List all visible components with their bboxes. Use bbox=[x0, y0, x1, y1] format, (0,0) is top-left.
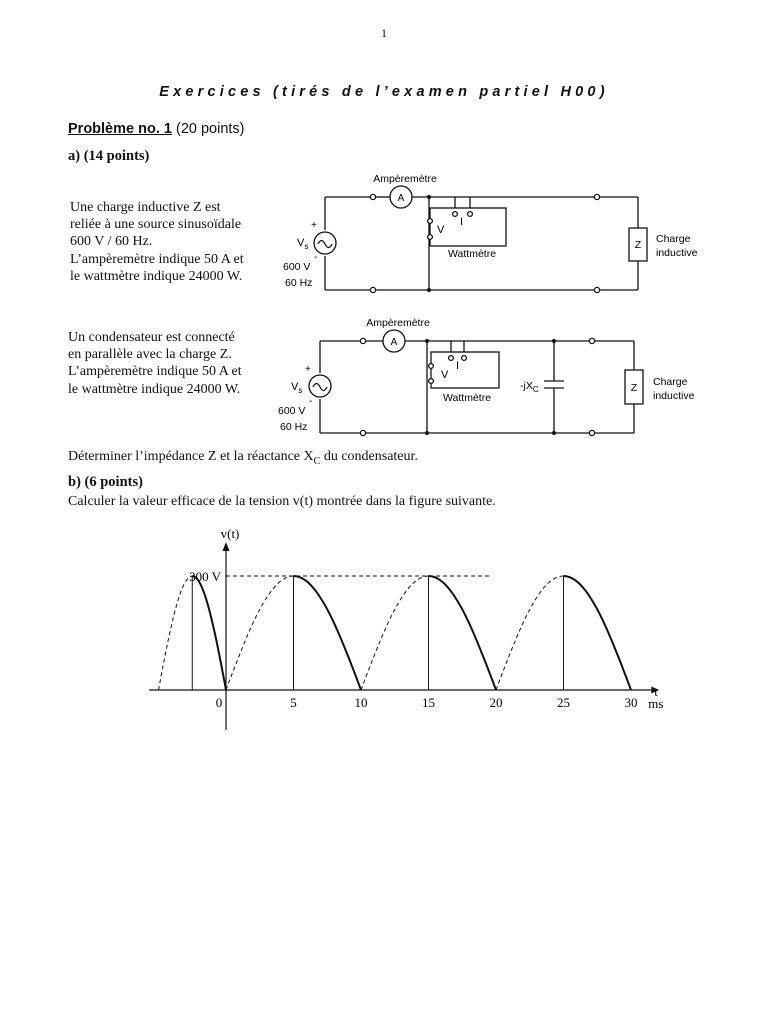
solid-arc-3 bbox=[564, 576, 632, 690]
part-a-heading: a) (14 points) bbox=[68, 148, 150, 164]
source-label-2: $V_s$ bbox=[291, 381, 303, 395]
wattmeter-v-label-2: V bbox=[441, 369, 449, 381]
y-axis-label: v(t) bbox=[220, 526, 240, 541]
x-tick-label: 15 bbox=[422, 695, 435, 710]
solid-arc-2 bbox=[429, 576, 497, 690]
wattmeter-label: Wattmètre bbox=[448, 248, 497, 260]
source-minus-2: - bbox=[309, 396, 313, 407]
circuit-diagram-1 bbox=[270, 168, 710, 300]
x-tick-label: 0 bbox=[215, 695, 223, 710]
x-tick-label: 5 bbox=[290, 695, 297, 710]
source-voltage-2: 600 V bbox=[278, 405, 306, 417]
x-tick-label: 30 bbox=[624, 695, 638, 710]
dashed-arc-2 bbox=[361, 576, 429, 690]
part-b-question: Calculer la valeur efficace de la tension v(t) montrée dans la figure suivante. bbox=[68, 494, 496, 509]
solid-arc-1 bbox=[294, 576, 362, 690]
ammeter-label-2: Ampèremètre bbox=[366, 317, 430, 329]
x-tick-label: 10 bbox=[354, 695, 368, 710]
circuit-diagram-2 bbox=[270, 312, 710, 444]
dashed-arc-1 bbox=[226, 576, 294, 690]
page-number: 1 bbox=[381, 26, 387, 40]
problem-heading bbox=[68, 121, 245, 137]
source-voltage: 600 V bbox=[283, 261, 311, 273]
source-plus-2: + bbox=[305, 364, 311, 375]
wattmeter-label-2: Wattmètre bbox=[443, 392, 492, 404]
load-z-symbol: Z bbox=[634, 239, 642, 251]
x-axis-unit: ms bbox=[648, 696, 664, 711]
ammeter-symbol-2: A bbox=[390, 337, 398, 348]
dashed-arc-3 bbox=[496, 576, 564, 690]
wattmeter-i-label-2: I bbox=[456, 360, 460, 372]
source-plus: + bbox=[311, 220, 317, 231]
load-label-line2: inductive bbox=[656, 247, 698, 259]
load-label-line1: Charge bbox=[656, 233, 691, 245]
capacitor-label: $-jX_C$ bbox=[520, 380, 539, 394]
part-a-paragraph-1: Une charge inductive Z est reliée à une source sinusoïdale 600 V / 60 Hz. L’ampèremètre indique 50 A et le wattmètre indique 24000 W. bbox=[70, 200, 244, 284]
waveform-chart bbox=[60, 520, 700, 740]
problem-title: Problème no. 1 bbox=[68, 121, 172, 137]
ammeter-label: Ampèremètre bbox=[373, 173, 437, 185]
part-a-question: Déterminer l’impédance Z et la réactance $X_C$ du condensateur. bbox=[68, 449, 418, 467]
y-axis-arrow bbox=[223, 542, 230, 551]
source-frequency: 60 Hz bbox=[285, 277, 313, 289]
problem-points: (20 points) bbox=[175, 121, 245, 137]
x-tick-label: 25 bbox=[557, 695, 570, 710]
load-label-line2-2: inductive bbox=[653, 390, 695, 402]
part-b-heading: b) (6 points) bbox=[68, 474, 143, 490]
solid-arc-0 bbox=[192, 576, 226, 690]
ammeter-symbol: A bbox=[397, 193, 405, 204]
source-minus: - bbox=[314, 252, 318, 263]
page-title: Exercices (tirés de l’examen partiel H00) bbox=[159, 84, 609, 100]
x-tick-label: 20 bbox=[489, 695, 503, 710]
peak-label: 300 V bbox=[189, 569, 221, 584]
part-a-paragraph-2: Un condensateur est connecté en parallèle avec la charge Z. L’ampèremètre indique 50 A et le wattmètre indique 24000 W. bbox=[68, 330, 242, 397]
load-label-line1-2: Charge bbox=[653, 376, 688, 388]
x-axis-label: t bbox=[654, 684, 658, 699]
load-z-symbol-2: Z bbox=[630, 382, 638, 394]
dashed-arc-0 bbox=[159, 576, 193, 690]
wattmeter-v-label: V bbox=[437, 224, 445, 236]
wattmeter-i-label: I bbox=[460, 216, 464, 228]
source-label: $V_s$ bbox=[297, 237, 309, 251]
source-frequency-2: 60 Hz bbox=[280, 421, 308, 433]
